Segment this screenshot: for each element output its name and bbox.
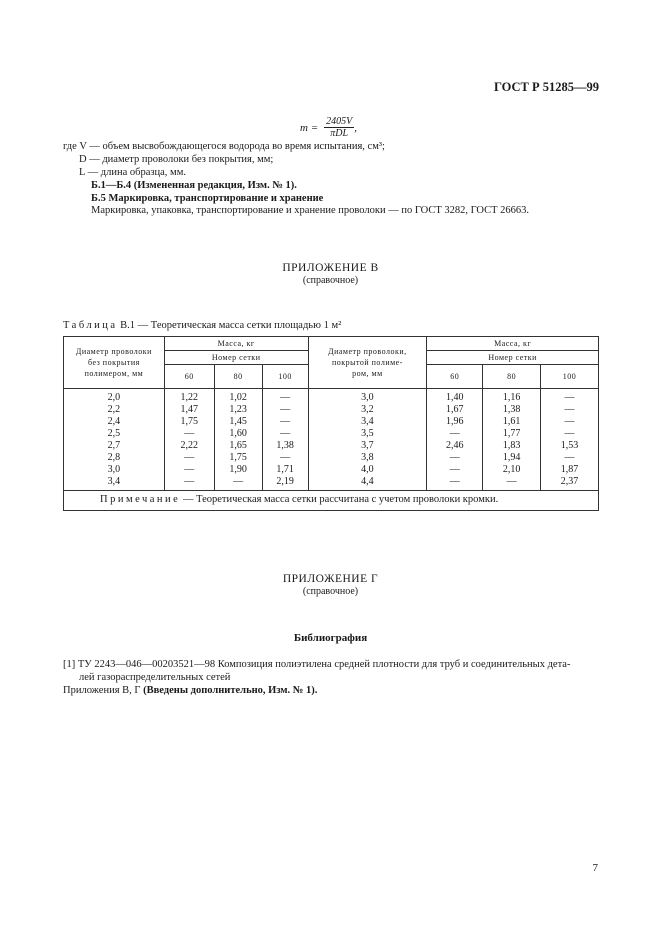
table-cell: — (449, 476, 460, 487)
table-cell: 3,5 (361, 428, 374, 439)
formula-fraction (324, 116, 354, 139)
column-mass-80-right (483, 389, 541, 491)
mesh-100-left: 100 (262, 365, 308, 389)
table-cell: 3,2 (361, 404, 374, 415)
table-cell: 2,46 (445, 440, 464, 451)
table-cell: — (564, 416, 575, 427)
table-cell: 1,94 (502, 452, 521, 463)
appendix-g-title: ПРИЛОЖЕНИЕ Г (282, 573, 379, 585)
table-cell: 3,4 (361, 416, 374, 427)
mesh-100-right: 100 (541, 365, 599, 389)
legend-l: L — длина образца, мм. (79, 167, 186, 178)
page-number: 7 (592, 862, 598, 874)
bibliography-entry-1-cont: лей газораспределительных сетей (79, 672, 231, 683)
column-mass-80-left (214, 389, 262, 491)
table-cell: 2,37 (560, 476, 579, 487)
table-cell: — (449, 428, 460, 439)
table-cell: 1,67 (445, 404, 464, 415)
table-cell: 1,40 (445, 392, 464, 403)
legend-d: D — диаметр проволоки без покрытия, мм; (79, 154, 274, 165)
header-mesh-right: Номер сетки (427, 351, 599, 365)
column-mass-100-left (262, 389, 308, 491)
table-cell: 1,38 (276, 440, 294, 451)
appendix-g-subtitle: (справочное) (302, 586, 359, 597)
appendix-v-subtitle: (справочное) (302, 275, 359, 286)
document-code: ГОСТ Р 51285—99 (493, 80, 599, 94)
table-cell: — (564, 404, 575, 415)
column-mass-60-left (164, 389, 214, 491)
table-cell: 4,4 (361, 476, 374, 487)
table-cell: 3,7 (361, 440, 374, 451)
formula-lhs: m = (300, 121, 319, 134)
table-cell: 1,90 (229, 464, 247, 475)
table-cell: 2,2 (107, 404, 121, 415)
table-caption (63, 320, 341, 331)
table-cell: 2,19 (276, 476, 294, 487)
table-cell: 1,75 (180, 416, 199, 427)
mesh-80-right: 80 (483, 365, 541, 389)
table-cell: 1,77 (502, 428, 521, 439)
column-mass-60-right (427, 389, 483, 491)
table-cell: 1,71 (276, 464, 294, 475)
amendment-prefix: Приложения В, Г (63, 685, 144, 696)
table-cell: 1,83 (502, 440, 521, 451)
table-cell: — (184, 476, 195, 487)
table-cell: — (564, 428, 575, 439)
header-mass-right: Масса, кг (427, 337, 599, 351)
table-cell: — (280, 452, 291, 463)
formula-denominator: πDL (330, 128, 349, 139)
mesh-60-right: 60 (427, 365, 483, 389)
column-mass-100-right (541, 389, 599, 491)
note-text: — Теоретическая масса сетки рассчитана с учетом проволоки кромки. (180, 494, 499, 505)
table-cell: 1,65 (229, 440, 247, 451)
table-cell: 3,0 (361, 392, 374, 403)
table-cell: — (233, 476, 244, 487)
table-cell: — (280, 416, 291, 427)
table-cell: — (564, 392, 575, 403)
table-cell: 3,4 (107, 476, 121, 487)
table-cell: 1,23 (229, 404, 247, 415)
table-cell: 2,7 (107, 440, 121, 451)
table-cell: 2,10 (502, 464, 521, 475)
table-cell: 1,75 (229, 452, 247, 463)
table-cell: — (184, 452, 195, 463)
table-cell: 1,60 (229, 428, 247, 439)
table-cell: 1,02 (229, 392, 247, 403)
table-cell: — (184, 428, 195, 439)
table-cell: — (506, 476, 517, 487)
bibliography-entry-1: [1] ТУ 2243—046—00203521—98 Композиция полиэтилена средней плотности для труб и соединительных дета- (63, 659, 571, 670)
table-cell: 1,16 (502, 392, 521, 403)
table-cell: 3,0 (107, 464, 121, 475)
table-cell: 1,61 (502, 416, 521, 427)
table-cell: — (280, 428, 291, 439)
table-cell: 1,87 (560, 464, 579, 475)
header-mesh-left: Номер сетки (164, 351, 308, 365)
table-cell: 2,0 (107, 392, 121, 403)
note-word: Примечание (100, 494, 181, 505)
formula-tail: , (354, 121, 357, 134)
table-cell: — (184, 464, 195, 475)
formula-numerator: 2405V (326, 116, 353, 127)
table-caption-text: В.1 — Теоретическая масса сетки площадью 1 м² (120, 320, 342, 331)
table-cell: 1,38 (502, 404, 521, 415)
header-mass-left: Масса, кг (164, 337, 308, 351)
table-cell: 1,45 (229, 416, 247, 427)
bibliography-title: Библиография (293, 632, 368, 644)
table-cell: — (564, 452, 575, 463)
amendment-b1-b4: Б.1—Б.4 (Измененная редакция, Изм. № 1). (91, 180, 297, 191)
legend-v: где V — объем высвобождающегося водорода во время испытания, см³; (63, 141, 385, 152)
table-cell: — (449, 464, 460, 475)
table-note (64, 491, 599, 511)
table-cell: 1,47 (180, 404, 199, 415)
table-cell: 2,8 (107, 452, 121, 463)
header-diameter-uncoated: Диаметр проволоки без покрытия полимером, мм (64, 337, 165, 389)
mesh-mass-table (63, 336, 599, 511)
mesh-60-left: 60 (164, 365, 214, 389)
section-b5-text: Маркировка, упаковка, транспортирование и хранение проволоки — по ГОСТ 3282, ГОСТ 26663. (91, 205, 530, 216)
table-cell: 2,5 (107, 428, 121, 439)
hydrogen-mass-formula (300, 116, 357, 139)
mesh-80-left: 80 (214, 365, 262, 389)
table-cell: 2,4 (107, 416, 121, 427)
header-diameter-coated: Диаметр проволоки, покрытой полиме- ром, мм (308, 337, 427, 389)
column-diameter-uncoated (64, 389, 165, 491)
section-b5-title: Б.5 Маркировка, транспортирование и хранение (91, 193, 324, 204)
appendix-v-title: ПРИЛОЖЕНИЕ В (282, 262, 379, 274)
table-cell: 1,22 (180, 392, 199, 403)
table-cell: — (280, 404, 291, 415)
table-cell: 1,53 (560, 440, 579, 451)
appendix-amendment-note (63, 684, 317, 697)
table-caption-word: Таблица (63, 320, 118, 331)
table-cell: — (280, 392, 291, 403)
table-cell: 1,96 (445, 416, 464, 427)
column-diameter-coated (308, 389, 427, 491)
table-cell: — (449, 452, 460, 463)
table-cell: 2,22 (180, 440, 199, 451)
table-cell: 3,8 (361, 452, 374, 463)
table-cell: 4,0 (361, 464, 374, 475)
amendment-bold: (Введены дополнительно, Изм. № 1). (143, 685, 318, 696)
